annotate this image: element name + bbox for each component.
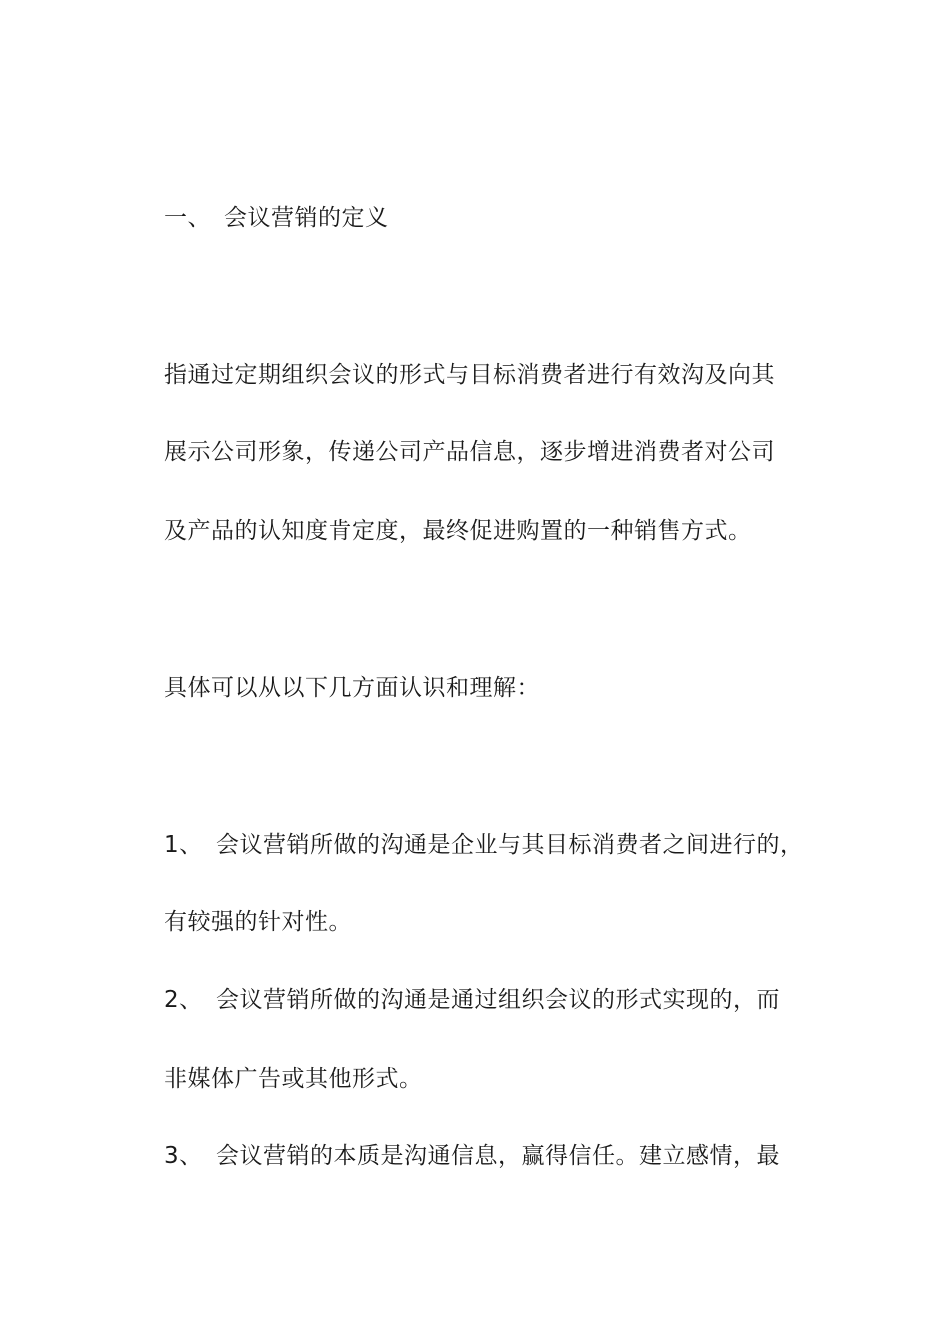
- list-item-1-continuation: 有较强的针对性。: [164, 909, 352, 935]
- list-item-number: 2、: [164, 987, 203, 1013]
- list-item-2: [164, 985, 780, 1015]
- list-item-text: 会议营销所做的沟通是企业与其目标消费者之间进行的，: [216, 832, 804, 858]
- list-item-text: 会议营销的本质是沟通信息，赢得信任。建立感情，最: [216, 1143, 780, 1169]
- heading-number: 一、: [164, 205, 211, 231]
- heading-title: 会议营销的定义: [224, 205, 389, 231]
- section-heading: [164, 203, 389, 233]
- definition-line: 及产品的认知度肯定度，最终促进购置的一种销售方式。: [164, 518, 752, 544]
- list-item-1: [164, 830, 804, 860]
- list-item-number: 3、: [164, 1143, 203, 1169]
- list-item-3: [164, 1141, 780, 1171]
- list-item-number: 1、: [164, 832, 203, 858]
- intro-paragraph: 具体可以从以下几方面认识和理解：: [164, 675, 540, 701]
- list-item-2-continuation: 非媒体广告或其他形式。: [164, 1066, 423, 1092]
- definition-line: 指通过定期组织会议的形式与目标消费者进行有效沟及向其: [164, 362, 775, 388]
- definition-line: 展示公司形象，传递公司产品信息，逐步增进消费者对公司: [164, 439, 775, 465]
- list-item-text: 会议营销所做的沟通是通过组织会议的形式实现的，而: [216, 987, 780, 1013]
